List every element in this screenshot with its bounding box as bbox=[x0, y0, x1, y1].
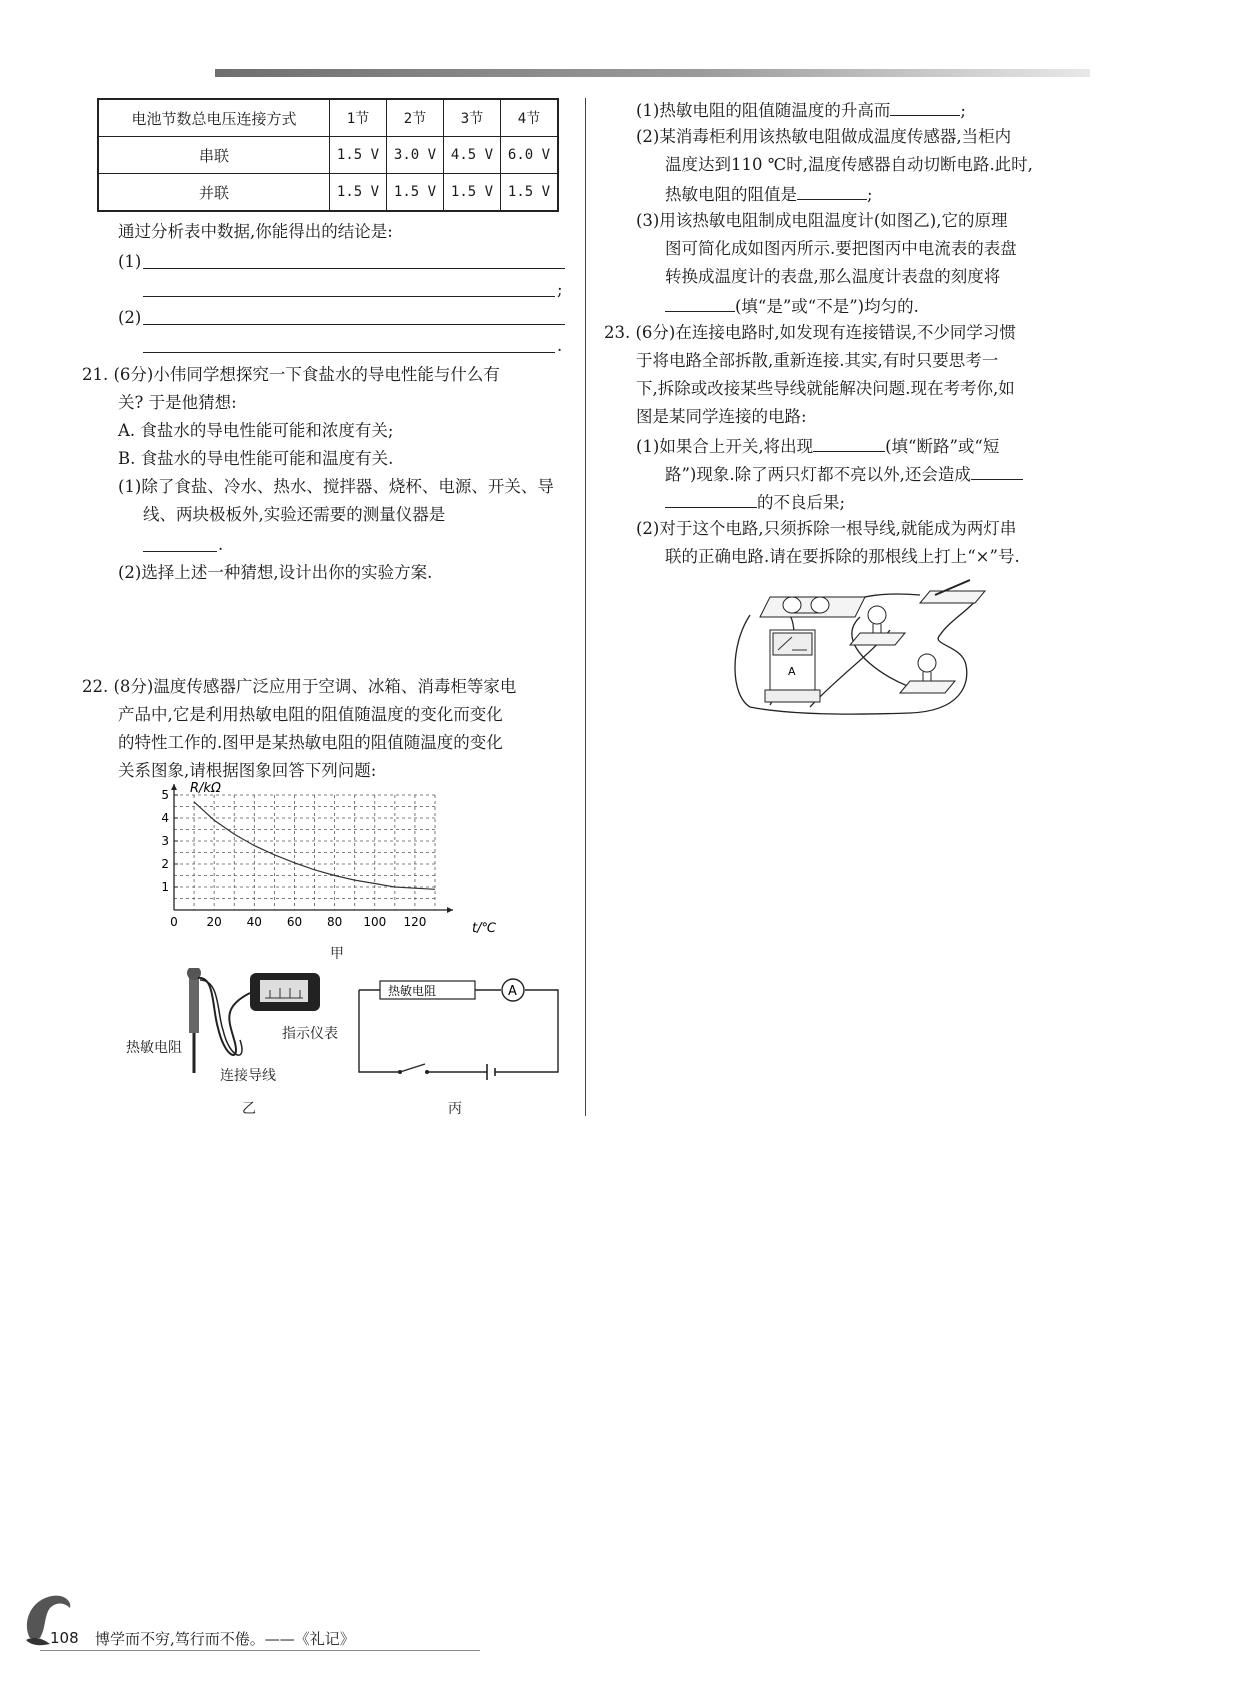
table-cell: 1.5 V bbox=[444, 174, 501, 212]
q23-part-2: (2)对于这个电路,只须拆除一根导线,就能成为两灯串 bbox=[636, 519, 1017, 538]
label-thermistor: 热敏电阻 bbox=[126, 1040, 182, 1056]
y-tick-label: 3 bbox=[161, 834, 169, 848]
table-cell: 1.5 V bbox=[330, 174, 387, 212]
x-tick-label: 0 bbox=[170, 915, 178, 929]
q22-part-1 bbox=[636, 97, 966, 123]
chart-grid bbox=[174, 795, 435, 910]
meter-dial-icon bbox=[260, 980, 308, 1002]
table-cell: 4.5 V bbox=[444, 137, 501, 174]
bulb-icon bbox=[918, 654, 936, 672]
chart-axes bbox=[171, 784, 453, 913]
switch-icon bbox=[400, 1064, 425, 1072]
q22-part-2-text: 热敏电阻的阻值是 bbox=[665, 185, 797, 204]
q21-text: 21. (6分)小伟同学想探究一下食盐水的导电性能与什么有 bbox=[82, 365, 500, 384]
row-label: 串联 bbox=[98, 137, 330, 174]
x-tick-label: 20 bbox=[206, 915, 222, 929]
table-header-cell: 4节 bbox=[501, 99, 559, 137]
q22-text: 产品中,它是利用热敏电阻的阻值随温度的变化而变化 bbox=[118, 705, 503, 724]
line-end: . bbox=[557, 336, 563, 355]
table-header-cell: 2节 bbox=[387, 99, 444, 137]
x-tick-label: 100 bbox=[363, 915, 387, 929]
table-cell: 1.5 V bbox=[330, 137, 387, 174]
caption-yi: 乙 bbox=[242, 1101, 256, 1117]
table-header-cell: 电池节数总电压连接方式 bbox=[98, 99, 330, 137]
q23-text: 下,拆除或改接某些导线就能解决问题.现在考考你,如 bbox=[636, 379, 1015, 398]
q23-part-1-text: 的不良后果; bbox=[757, 493, 846, 512]
x-tick-label: 60 bbox=[286, 915, 303, 929]
answer-blank[interactable] bbox=[797, 181, 867, 200]
answer-blank[interactable] bbox=[143, 268, 565, 269]
caption-jia: 甲 bbox=[330, 946, 344, 962]
table-header-cell: 1节 bbox=[330, 99, 387, 137]
bulb-base-icon bbox=[900, 681, 955, 693]
answer-blank[interactable] bbox=[890, 97, 960, 116]
q23-part-2: 联的正确电路.请在要拆除的那根线上打上“×”号. bbox=[665, 547, 1020, 566]
q22-part-2: 温度达到110 ℃时,温度传感器自动切断电路.此时, bbox=[665, 155, 1033, 174]
table-header-row bbox=[98, 99, 558, 137]
circuit-figure-bing bbox=[355, 972, 565, 1082]
table-header-cell: 3节 bbox=[444, 99, 501, 137]
row-label: 并联 bbox=[98, 174, 330, 212]
q21-option-b: B. 食盐水的导电性能可能和温度有关. bbox=[118, 449, 394, 468]
q21-part-1: 线、两块极板外,实验还需要的测量仪器是 bbox=[143, 505, 446, 524]
table-cell: 1.5 V bbox=[501, 174, 559, 212]
answer-blank[interactable] bbox=[143, 324, 565, 325]
q23-part-1 bbox=[665, 489, 845, 515]
footer-motto: 博学而不穷,笃行而不倦。——《礼记》 bbox=[95, 1630, 355, 1648]
chart-y-label: R/kΩ bbox=[190, 781, 221, 796]
switch-icon bbox=[920, 591, 985, 603]
label-meter: 指示仪表 bbox=[282, 1026, 338, 1042]
x-tick-label: 120 bbox=[403, 915, 427, 929]
page-number: 108 bbox=[50, 1629, 79, 1647]
answer-blank[interactable] bbox=[813, 433, 885, 452]
connecting-wire-icon bbox=[198, 978, 250, 1055]
footer-rule bbox=[40, 1650, 480, 1651]
chart-ticks bbox=[161, 788, 426, 929]
q23-part-1-text: (1)如果合上开关,将出现 bbox=[636, 437, 814, 456]
resistance-temperature-chart bbox=[160, 780, 520, 942]
battery-voltage-table bbox=[97, 98, 559, 212]
table-cell: 3.0 V bbox=[387, 137, 444, 174]
answer-blank[interactable] bbox=[143, 296, 555, 297]
q21-part-1: (1)除了食盐、冷水、热水、搅拌器、烧杯、电源、开关、导 bbox=[118, 477, 554, 496]
table-row bbox=[98, 174, 558, 212]
battery-cell-icon bbox=[811, 597, 829, 613]
q21-option-a: A. 食盐水的导电性能可能和浓度有关; bbox=[118, 421, 394, 440]
line-end: ; bbox=[867, 185, 873, 204]
y-tick-label: 2 bbox=[161, 857, 169, 871]
ammeter-label: A bbox=[788, 665, 796, 678]
answer-blank[interactable] bbox=[665, 489, 757, 508]
x-tick-label: 40 bbox=[246, 915, 262, 929]
q22-text: 22. (8分)温度传感器广泛应用于空调、冰箱、消毒柜等家电 bbox=[82, 677, 517, 696]
battery-cell-icon bbox=[783, 597, 801, 613]
caption-bing: 丙 bbox=[448, 1101, 462, 1117]
x-axis-arrow bbox=[447, 907, 453, 913]
bulb-base-icon bbox=[850, 633, 905, 645]
table-cell: 1.5 V bbox=[387, 174, 444, 212]
real-circuit-figure bbox=[730, 575, 1000, 717]
q22-text: 关系图象,请根据图象回答下列问题: bbox=[118, 761, 377, 780]
q22-part-3: 转换成温度计的表盘,那么温度计表盘的刻度将 bbox=[665, 267, 1001, 286]
conclusion-prompt: 通过分析表中数据,你能得出的结论是: bbox=[118, 222, 393, 241]
conclusion-item-2: (2) bbox=[118, 308, 142, 327]
q22-part-1-text: (1)热敏电阻的阻值随温度的升高而 bbox=[636, 101, 891, 120]
q21-part-2: (2)选择上述一种猜想,设计出你的实验方案. bbox=[118, 563, 433, 582]
battery-icon bbox=[487, 1064, 495, 1080]
line-end: ; bbox=[960, 101, 966, 120]
q23-text: 23. (6分)在连接电路时,如发现有连接错误,不少同学习惯 bbox=[604, 323, 1016, 342]
column-separator bbox=[585, 98, 586, 1116]
q22-part-2: (2)某消毒柜利用该热敏电阻做成温度传感器,当柜内 bbox=[636, 127, 1012, 146]
ammeter-label: A bbox=[508, 984, 517, 999]
bulb-icon bbox=[868, 606, 886, 624]
conclusion-item-1: (1) bbox=[118, 252, 142, 271]
q22-part-3: (3)用该热敏电阻制成电阻温度计(如图乙),它的原理 bbox=[636, 211, 1008, 230]
q23-part-1 bbox=[665, 461, 1023, 487]
table-cell: 6.0 V bbox=[501, 137, 559, 174]
q23-part-1-text: 路”)现象.除了两只灯都不亮以外,还会造成 bbox=[665, 465, 971, 484]
chart-x-label: t/℃ bbox=[472, 921, 497, 936]
q23-part-1-text: (填“断路”或“短 bbox=[885, 437, 1000, 456]
line-end: ; bbox=[557, 280, 563, 299]
y-tick-label: 5 bbox=[161, 788, 169, 802]
q22-text: 的特性工作的.图甲是某热敏电阻的阻值随温度的变化 bbox=[118, 733, 503, 752]
q22-part-3: 图可简化成如图丙所示.要把图丙中电流表的表盘 bbox=[665, 239, 1017, 258]
answer-blank[interactable] bbox=[971, 461, 1023, 480]
q21-text: 关? 于是他猜想: bbox=[118, 393, 237, 412]
answer-blank[interactable] bbox=[665, 293, 735, 312]
q22-part-2 bbox=[665, 181, 873, 207]
x-tick-label: 80 bbox=[326, 915, 343, 929]
thermistor-box-label: 热敏电阻 bbox=[388, 984, 437, 998]
q22-part-3 bbox=[665, 293, 919, 319]
header-rule bbox=[215, 69, 1090, 77]
line-end: . bbox=[218, 535, 224, 554]
y-tick-label: 1 bbox=[161, 880, 169, 894]
probe-icon bbox=[189, 973, 199, 1033]
answer-blank[interactable] bbox=[143, 551, 217, 552]
y-tick-label: 4 bbox=[161, 811, 169, 825]
label-wire: 连接导线 bbox=[220, 1068, 276, 1084]
answer-blank[interactable] bbox=[143, 352, 555, 353]
q23-part-1 bbox=[636, 433, 999, 459]
q23-text: 图是某同学连接的电路: bbox=[636, 407, 807, 426]
y-axis-arrow bbox=[171, 784, 177, 790]
q22-part-3-text: (填“是”或“不是”)均匀的. bbox=[735, 297, 919, 316]
table-row bbox=[98, 137, 558, 174]
q23-text: 于将电路全部拆散,重新连接.其实,有时只要思考一 bbox=[636, 351, 999, 370]
